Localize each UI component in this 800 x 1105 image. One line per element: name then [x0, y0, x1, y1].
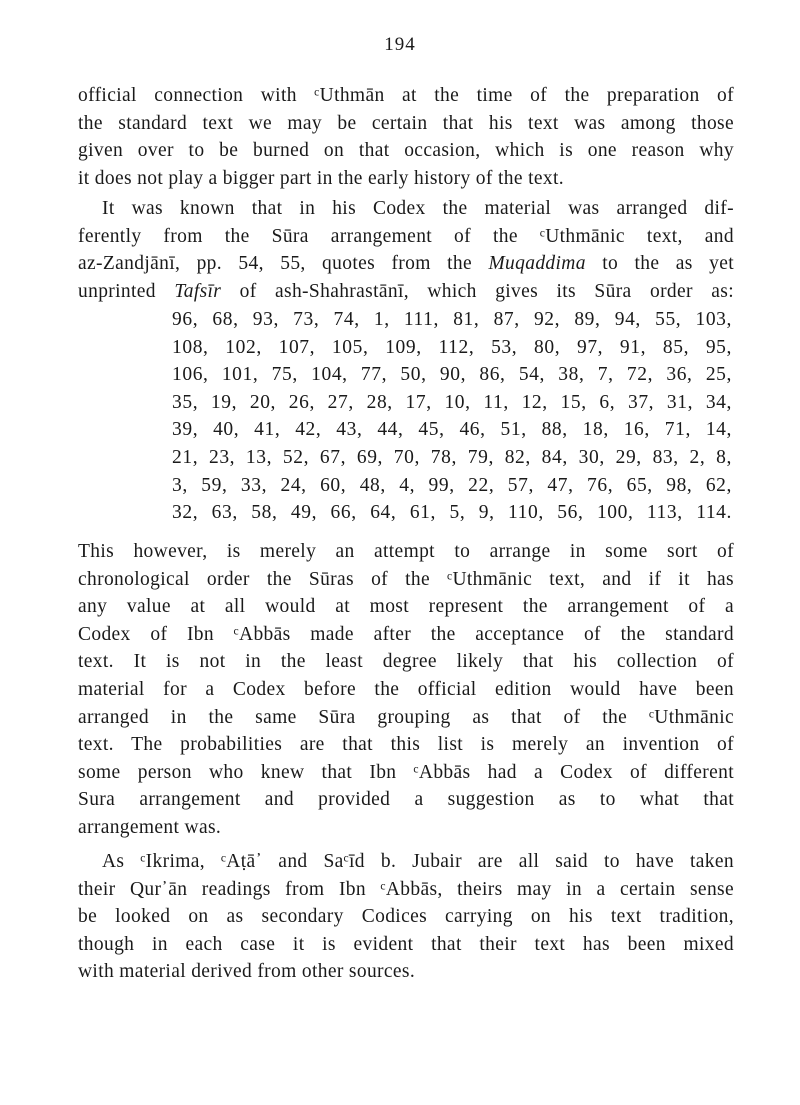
text-line: chronological order the Sūras of the ᶜUthmānic text, and if it has [78, 568, 734, 590]
text-fragment: az-Zandjānī, pp. 54, 55, quotes from the [78, 253, 489, 275]
text-line: arrangement was. [78, 816, 222, 838]
text-line: any value at all would at most represent the arrangement of a [78, 596, 734, 618]
italic-title-muqaddima: Muqaddima [488, 253, 586, 275]
text-line: Sura arrangement and provided a suggestion as to what that [78, 789, 734, 811]
sura-order-line: 32, 63, 58, 49, 66, 64, 61, 5, 9, 110, 56, 100, 113, 114. [172, 502, 732, 524]
text-fragment: unprinted [78, 280, 175, 302]
text-line: though in each case it is evident that their text has been mixed [78, 933, 734, 955]
text-fragment: to the as yet [585, 253, 734, 275]
text-line: the standard text we may be certain that his text was among those [78, 112, 734, 134]
text-line: material for a Codex before the official edition would have been [78, 678, 734, 700]
text-line: arranged in the same Sūra grouping as that of the ᶜUthmānic [78, 706, 734, 728]
italic-title-tafsir: Tafsīr [174, 280, 222, 302]
sura-order-line: 35, 19, 20, 26, 27, 28, 17, 10, 11, 12, 15, 6, 37, 31, 34, [172, 391, 732, 413]
text-line: Codex of Ibn ᶜAbbās made after the acceptance of the standard [78, 623, 734, 645]
text-line: their Qur᾿ān readings from Ibn ᶜAbbās, theirs may in a certain sense [78, 878, 734, 900]
text-line: given over to be burned on that occasion, which is one reason why [78, 140, 734, 162]
sura-order-line: 106, 101, 75, 104, 77, 50, 90, 86, 54, 38, 7, 72, 36, 25, [172, 364, 732, 386]
text-line: As ᶜIkrima, ᶜAṭā᾿ and Saᶜīd b. Jubair are all said to have taken [102, 851, 734, 872]
text-line: some person who knew that Ibn ᶜAbbās had a Codex of different [78, 761, 734, 783]
sura-order-line: 108, 102, 107, 105, 109, 112, 53, 80, 97, 91, 85, 95, [172, 336, 732, 358]
text-line: be looked on as secondary Codices carrying on his text tradition, [78, 906, 734, 928]
text-line: text. It is not in the least degree likely that his collection of [78, 651, 734, 673]
sura-order-line: 3, 59, 33, 24, 60, 48, 4, 99, 22, 57, 47, 76, 65, 98, 62, [172, 474, 732, 496]
text-line: This however, is merely an attempt to arrange in some sort of [78, 541, 734, 562]
text-line: it does not play a bigger part in the early history of the text. [78, 167, 564, 189]
paragraph-4 [78, 848, 734, 986]
sura-order-list [172, 306, 732, 527]
sura-order-line: 96, 68, 93, 73, 74, 1, 111, 81, 87, 92, 89, 94, 55, 103, [172, 309, 732, 330]
text-line: ferently from the Sūra arrangement of the ᶜUthmānic text, and [78, 225, 734, 247]
paragraph-1 [78, 82, 734, 192]
paragraph-3 [78, 538, 734, 842]
sura-order-line: 39, 40, 41, 42, 43, 44, 45, 46, 51, 88, 18, 16, 71, 14, [172, 419, 732, 441]
page-number: 194 [384, 34, 416, 55]
text-line [78, 250, 734, 278]
text-line: It was known that in his Codex the material was arranged dif- [102, 198, 734, 219]
text-line: text. The probabilities are that this list is merely an invention of [78, 734, 734, 756]
text-fragment: of ash-Shahrastānī, which gives its Sūra order as: [221, 280, 734, 302]
text-line: with material derived from other sources. [78, 961, 416, 983]
paragraph-2 [78, 195, 734, 305]
sura-order-line: 21, 23, 13, 52, 67, 69, 70, 78, 79, 82, 84, 30, 29, 83, 2, 8, [172, 446, 732, 468]
text-line: official connection with ᶜUthmān at the time of the preparation of [78, 85, 734, 106]
text-line [78, 278, 734, 306]
